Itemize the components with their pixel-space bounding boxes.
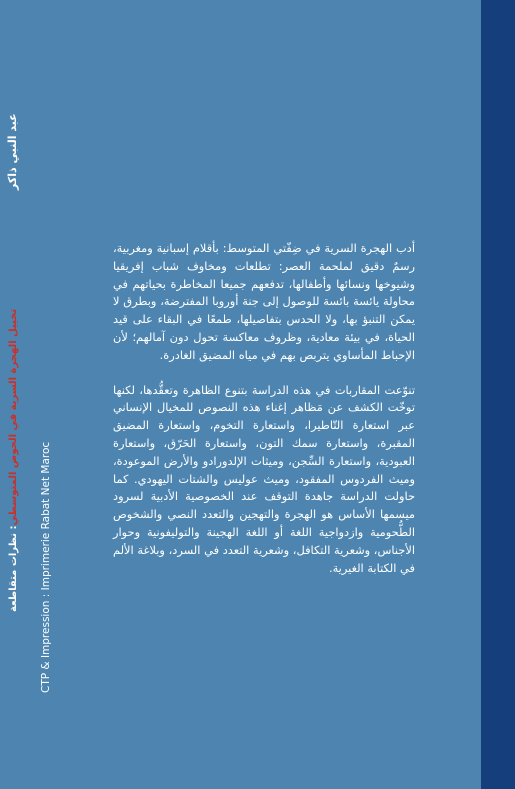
series-title-sub: نظرات متقاطعة [8,532,19,612]
blurb-paragraph: أدب الهجرة السرية في ضِفّتي المتوسط: بأقلام إسبانية ومغربية، رسمٌ دقيق لملحمة العصر: تطلعات ومخاوف شباب إفريقيا وشيوخها ونسائها وأطفالها، تدفعهم جميعا المخاطرة بحياتهم في محاولة يائسة بائسة للوصول إلى جنة أوروبا المفترضة، وبطرق لا يمكن التنبؤ بها، ولا الحدس بتفاصيلها، طمعًا في البقاء على قيد الحياة، في بيئة معادية، وظروف معاكسة تحول دون آمالهم؛ لأن الإحباط المأساوي يتربص بهم في مياه المضيق الغادرة. [113,241,415,362]
blurb-paragraph: تنوّعت المقاربات في هذه الدراسة بتنوع الظاهرة وتعقُّدها، لكنها توخّت الكشف عن مَظاهر إغناء هذه النصوص للمخيال الإنساني عبر استعارة التّاطيرا، واستعارة التخوم، واستعارة المضيق المقبرة، واستعارة سمك التون، واستعارة الحَرّق، واستعارة العبودية، واستعارة السِّجن، وميثات الإلدورادو والأرض الموعودة، وميث الفردوس المفقود، وميث عوليس والشتات اليهودي. كما حاولت الدراسة جاهدة التوقف عند الخصوصية الأدبية لسرود ميسمها الأساس هو الهجرة والتهجين والتعدد النصي والشخوص الطُّحومية وازدواجية اللغة أو اللغة الهجينة والتوليفونية وحوار الأجناس، وشعرية التكافل، وشعرية التعدد في السرد، وبلاغة الألم في الكتابة الغيرية. [113,382,415,575]
blurb [113,240,415,577]
series-title-separator: : [8,525,19,530]
series-title-main: تخييل الهجرة السرية في الحوض المتوسطي [8,308,19,526]
book-spine [481,0,515,789]
printer-credit: CTP & Impression : Imprimerie Rabat Net Maroc [40,441,52,693]
author-name: عبد النبي ذاكر [6,113,19,190]
series-title [8,309,19,612]
